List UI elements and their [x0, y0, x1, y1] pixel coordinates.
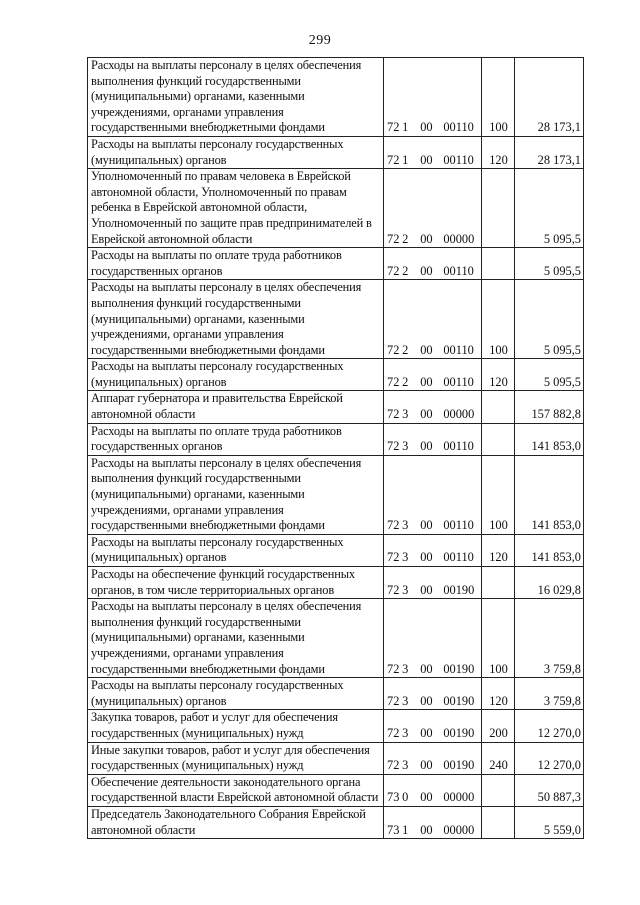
expense-name-cell: Расходы на выплаты персоналу в целях обеспечения выполнения функций государственными (муниципальными) органами, казенными учреждениями, органами управления государственными внебюджетными фондами: [88, 599, 384, 678]
code-expense-part: 00000: [443, 231, 475, 246]
expense-name-cell: Расходы на выплаты по оплате труда работников государственных органов: [88, 423, 384, 455]
code-program-part: 72: [387, 120, 400, 135]
expense-type-cell: [482, 774, 515, 806]
expense-name-cell: Расходы на выплаты персоналу государственных (муниципальных) органов: [88, 534, 384, 566]
amount-cell: 5 095,5: [515, 280, 584, 359]
amount-cell: 3 759,8: [515, 678, 584, 710]
code-direction-part: 00: [420, 790, 433, 805]
target-code-cell: [384, 599, 482, 678]
expense-type-cell: 120: [482, 678, 515, 710]
expense-type-cell: [482, 423, 515, 455]
code-expense-part: 00190: [443, 582, 475, 597]
amount-cell: 5 095,5: [515, 248, 584, 280]
target-code-cell: [384, 280, 482, 359]
code-subprogram-part: 3: [402, 661, 409, 676]
table-row: [88, 710, 584, 742]
amount-cell: 12 270,0: [515, 742, 584, 774]
amount-cell: 5 095,5: [515, 169, 584, 248]
code-subprogram-part: 1: [402, 120, 409, 135]
code-direction-part: 00: [420, 407, 433, 422]
expense-type-cell: [482, 248, 515, 280]
code-expense-part: 00190: [443, 725, 475, 740]
code-direction-part: 00: [420, 231, 433, 246]
target-code-cell: [384, 359, 482, 391]
target-code-cell: [384, 774, 482, 806]
code-subprogram-part: 3: [402, 407, 409, 422]
code-subprogram-part: 3: [402, 582, 409, 597]
code-expense-part: 00190: [443, 693, 475, 708]
expense-name-cell: Расходы на выплаты персоналу государственных (муниципальных) органов: [88, 678, 384, 710]
code-subprogram-part: 1: [402, 152, 409, 167]
table-row: [88, 678, 584, 710]
code-program-part: 72: [387, 374, 400, 389]
code-direction-part: 00: [420, 518, 433, 533]
code-program-part: 72: [387, 342, 400, 357]
amount-cell: 141 853,0: [515, 423, 584, 455]
code-direction-part: 00: [420, 582, 433, 597]
expense-type-cell: 120: [482, 359, 515, 391]
expense-name-cell: Расходы на выплаты персоналу в целях обеспечения выполнения функций государственными (муниципальными) органами, казенными учреждениями, органами управления государственными внебюджетными фондами: [88, 58, 384, 137]
target-code-cell: [384, 710, 482, 742]
code-program-part: 73: [387, 790, 400, 805]
code-subprogram-part: 3: [402, 439, 409, 454]
code-program-part: 72: [387, 550, 400, 565]
table-row: [88, 599, 584, 678]
code-expense-part: 00110: [443, 152, 474, 167]
target-code-cell: [384, 136, 482, 168]
code-program-part: 72: [387, 693, 400, 708]
code-subprogram-part: 0: [402, 790, 409, 805]
code-subprogram-part: 1: [402, 822, 409, 837]
expense-name-cell: Расходы на выплаты персоналу в целях обеспечения выполнения функций государственными (муниципальными) органами, казенными учреждениями, органами управления государственными внебюджетными фондами: [88, 280, 384, 359]
expense-type-cell: 200: [482, 710, 515, 742]
budget-table-body: [88, 58, 584, 839]
expense-type-cell: 120: [482, 534, 515, 566]
amount-cell: 3 759,8: [515, 599, 584, 678]
code-expense-part: 00190: [443, 758, 475, 773]
code-expense-part: 00110: [443, 342, 474, 357]
expense-type-cell: 100: [482, 280, 515, 359]
target-code-cell: [384, 534, 482, 566]
expense-type-cell: [482, 169, 515, 248]
expense-type-cell: 100: [482, 455, 515, 534]
expense-name-cell: Закупка товаров, работ и услуг для обеспечения государственных (муниципальных) нужд: [88, 710, 384, 742]
code-subprogram-part: 2: [402, 342, 409, 357]
table-row: [88, 455, 584, 534]
code-program-part: 72: [387, 231, 400, 246]
expense-name-cell: Расходы на обеспечение функций государственных органов, в том числе территориальных органов: [88, 567, 384, 599]
table-row: [88, 391, 584, 423]
code-program-part: 72: [387, 407, 400, 422]
table-row: [88, 742, 584, 774]
code-program-part: 73: [387, 822, 400, 837]
expense-type-cell: 100: [482, 58, 515, 137]
code-expense-part: 00110: [443, 263, 474, 278]
code-program-part: 72: [387, 439, 400, 454]
code-expense-part: 00110: [443, 518, 474, 533]
target-code-cell: [384, 678, 482, 710]
code-direction-part: 00: [420, 152, 433, 167]
code-program-part: 72: [387, 725, 400, 740]
expense-name-cell: Иные закупки товаров, работ и услуг для обеспечения государственных (муниципальных) нужд: [88, 742, 384, 774]
table-row: [88, 248, 584, 280]
code-direction-part: 00: [420, 822, 433, 837]
expense-name-cell: Расходы на выплаты персоналу государственных (муниципальных) органов: [88, 136, 384, 168]
code-subprogram-part: 3: [402, 693, 409, 708]
code-expense-part: 00110: [443, 550, 474, 565]
target-code-cell: [384, 391, 482, 423]
amount-cell: 16 029,8: [515, 567, 584, 599]
table-row: [88, 534, 584, 566]
table-row: [88, 136, 584, 168]
amount-cell: 12 270,0: [515, 710, 584, 742]
target-code-cell: [384, 169, 482, 248]
code-program-part: 72: [387, 661, 400, 676]
expense-type-cell: [482, 567, 515, 599]
code-program-part: 72: [387, 152, 400, 167]
expense-name-cell: Обеспечение деятельности законодательного органа государственной власти Еврейской автономной области: [88, 774, 384, 806]
code-expense-part: 00000: [443, 790, 475, 805]
table-row: [88, 806, 584, 838]
table-row: [88, 423, 584, 455]
code-subprogram-part: 2: [402, 231, 409, 246]
expense-type-cell: 240: [482, 742, 515, 774]
code-direction-part: 00: [420, 725, 433, 740]
target-code-cell: [384, 455, 482, 534]
expense-type-cell: 100: [482, 599, 515, 678]
amount-cell: 28 173,1: [515, 58, 584, 137]
target-code-cell: [384, 423, 482, 455]
code-direction-part: 00: [420, 120, 433, 135]
target-code-cell: [384, 248, 482, 280]
code-direction-part: 00: [420, 758, 433, 773]
expense-type-cell: 120: [482, 136, 515, 168]
target-code-cell: [384, 806, 482, 838]
code-direction-part: 00: [420, 693, 433, 708]
expense-name-cell: Расходы на выплаты персоналу государственных (муниципальных) органов: [88, 359, 384, 391]
code-direction-part: 00: [420, 374, 433, 389]
code-expense-part: 00110: [443, 374, 474, 389]
table-row: [88, 567, 584, 599]
target-code-cell: [384, 742, 482, 774]
code-program-part: 72: [387, 582, 400, 597]
expense-name-cell: Председатель Законодательного Собрания Еврейской автономной области: [88, 806, 384, 838]
code-direction-part: 00: [420, 550, 433, 565]
table-row: [88, 169, 584, 248]
code-subprogram-part: 3: [402, 550, 409, 565]
amount-cell: 141 853,0: [515, 534, 584, 566]
expense-name-cell: Расходы на выплаты по оплате труда работников государственных органов: [88, 248, 384, 280]
code-direction-part: 00: [420, 342, 433, 357]
code-subprogram-part: 2: [402, 374, 409, 389]
code-direction-part: 00: [420, 439, 433, 454]
table-row: [88, 280, 584, 359]
amount-cell: 5 559,0: [515, 806, 584, 838]
page-number: 299: [308, 33, 332, 48]
amount-cell: 50 887,3: [515, 774, 584, 806]
amount-cell: 5 095,5: [515, 359, 584, 391]
code-direction-part: 00: [420, 263, 433, 278]
code-subprogram-part: 2: [402, 263, 409, 278]
code-subprogram-part: 3: [402, 758, 409, 773]
expense-name-cell: Расходы на выплаты персоналу в целях обеспечения выполнения функций государственными (муниципальными) органами, казенными учреждениями, органами управления государственными внебюджетными фондами: [88, 455, 384, 534]
amount-cell: 141 853,0: [515, 455, 584, 534]
code-program-part: 72: [387, 263, 400, 278]
table-row: [88, 58, 584, 137]
amount-cell: 28 173,1: [515, 136, 584, 168]
code-expense-part: 00000: [443, 407, 475, 422]
budget-table: [87, 57, 584, 839]
target-code-cell: [384, 567, 482, 599]
expense-name-cell: Уполномоченный по правам человека в Еврейской автономной области, Уполномоченный по правам ребенка в Еврейской автономной области, Уполномоченный по защите прав предпринимателей в Еврейской автономной области: [88, 169, 384, 248]
code-subprogram-part: 3: [402, 725, 409, 740]
code-program-part: 72: [387, 518, 400, 533]
code-direction-part: 00: [420, 661, 433, 676]
table-row: [88, 359, 584, 391]
expense-type-cell: [482, 391, 515, 423]
target-code-cell: [384, 58, 482, 137]
expense-type-cell: [482, 806, 515, 838]
code-expense-part: 00110: [443, 120, 474, 135]
code-expense-part: 00110: [443, 439, 474, 454]
expense-name-cell: Аппарат губернатора и правительства Еврейской автономной области: [88, 391, 384, 423]
code-expense-part: 00190: [443, 661, 475, 676]
amount-cell: 157 882,8: [515, 391, 584, 423]
table-row: [88, 774, 584, 806]
code-program-part: 72: [387, 758, 400, 773]
code-expense-part: 00000: [443, 822, 475, 837]
code-subprogram-part: 3: [402, 518, 409, 533]
